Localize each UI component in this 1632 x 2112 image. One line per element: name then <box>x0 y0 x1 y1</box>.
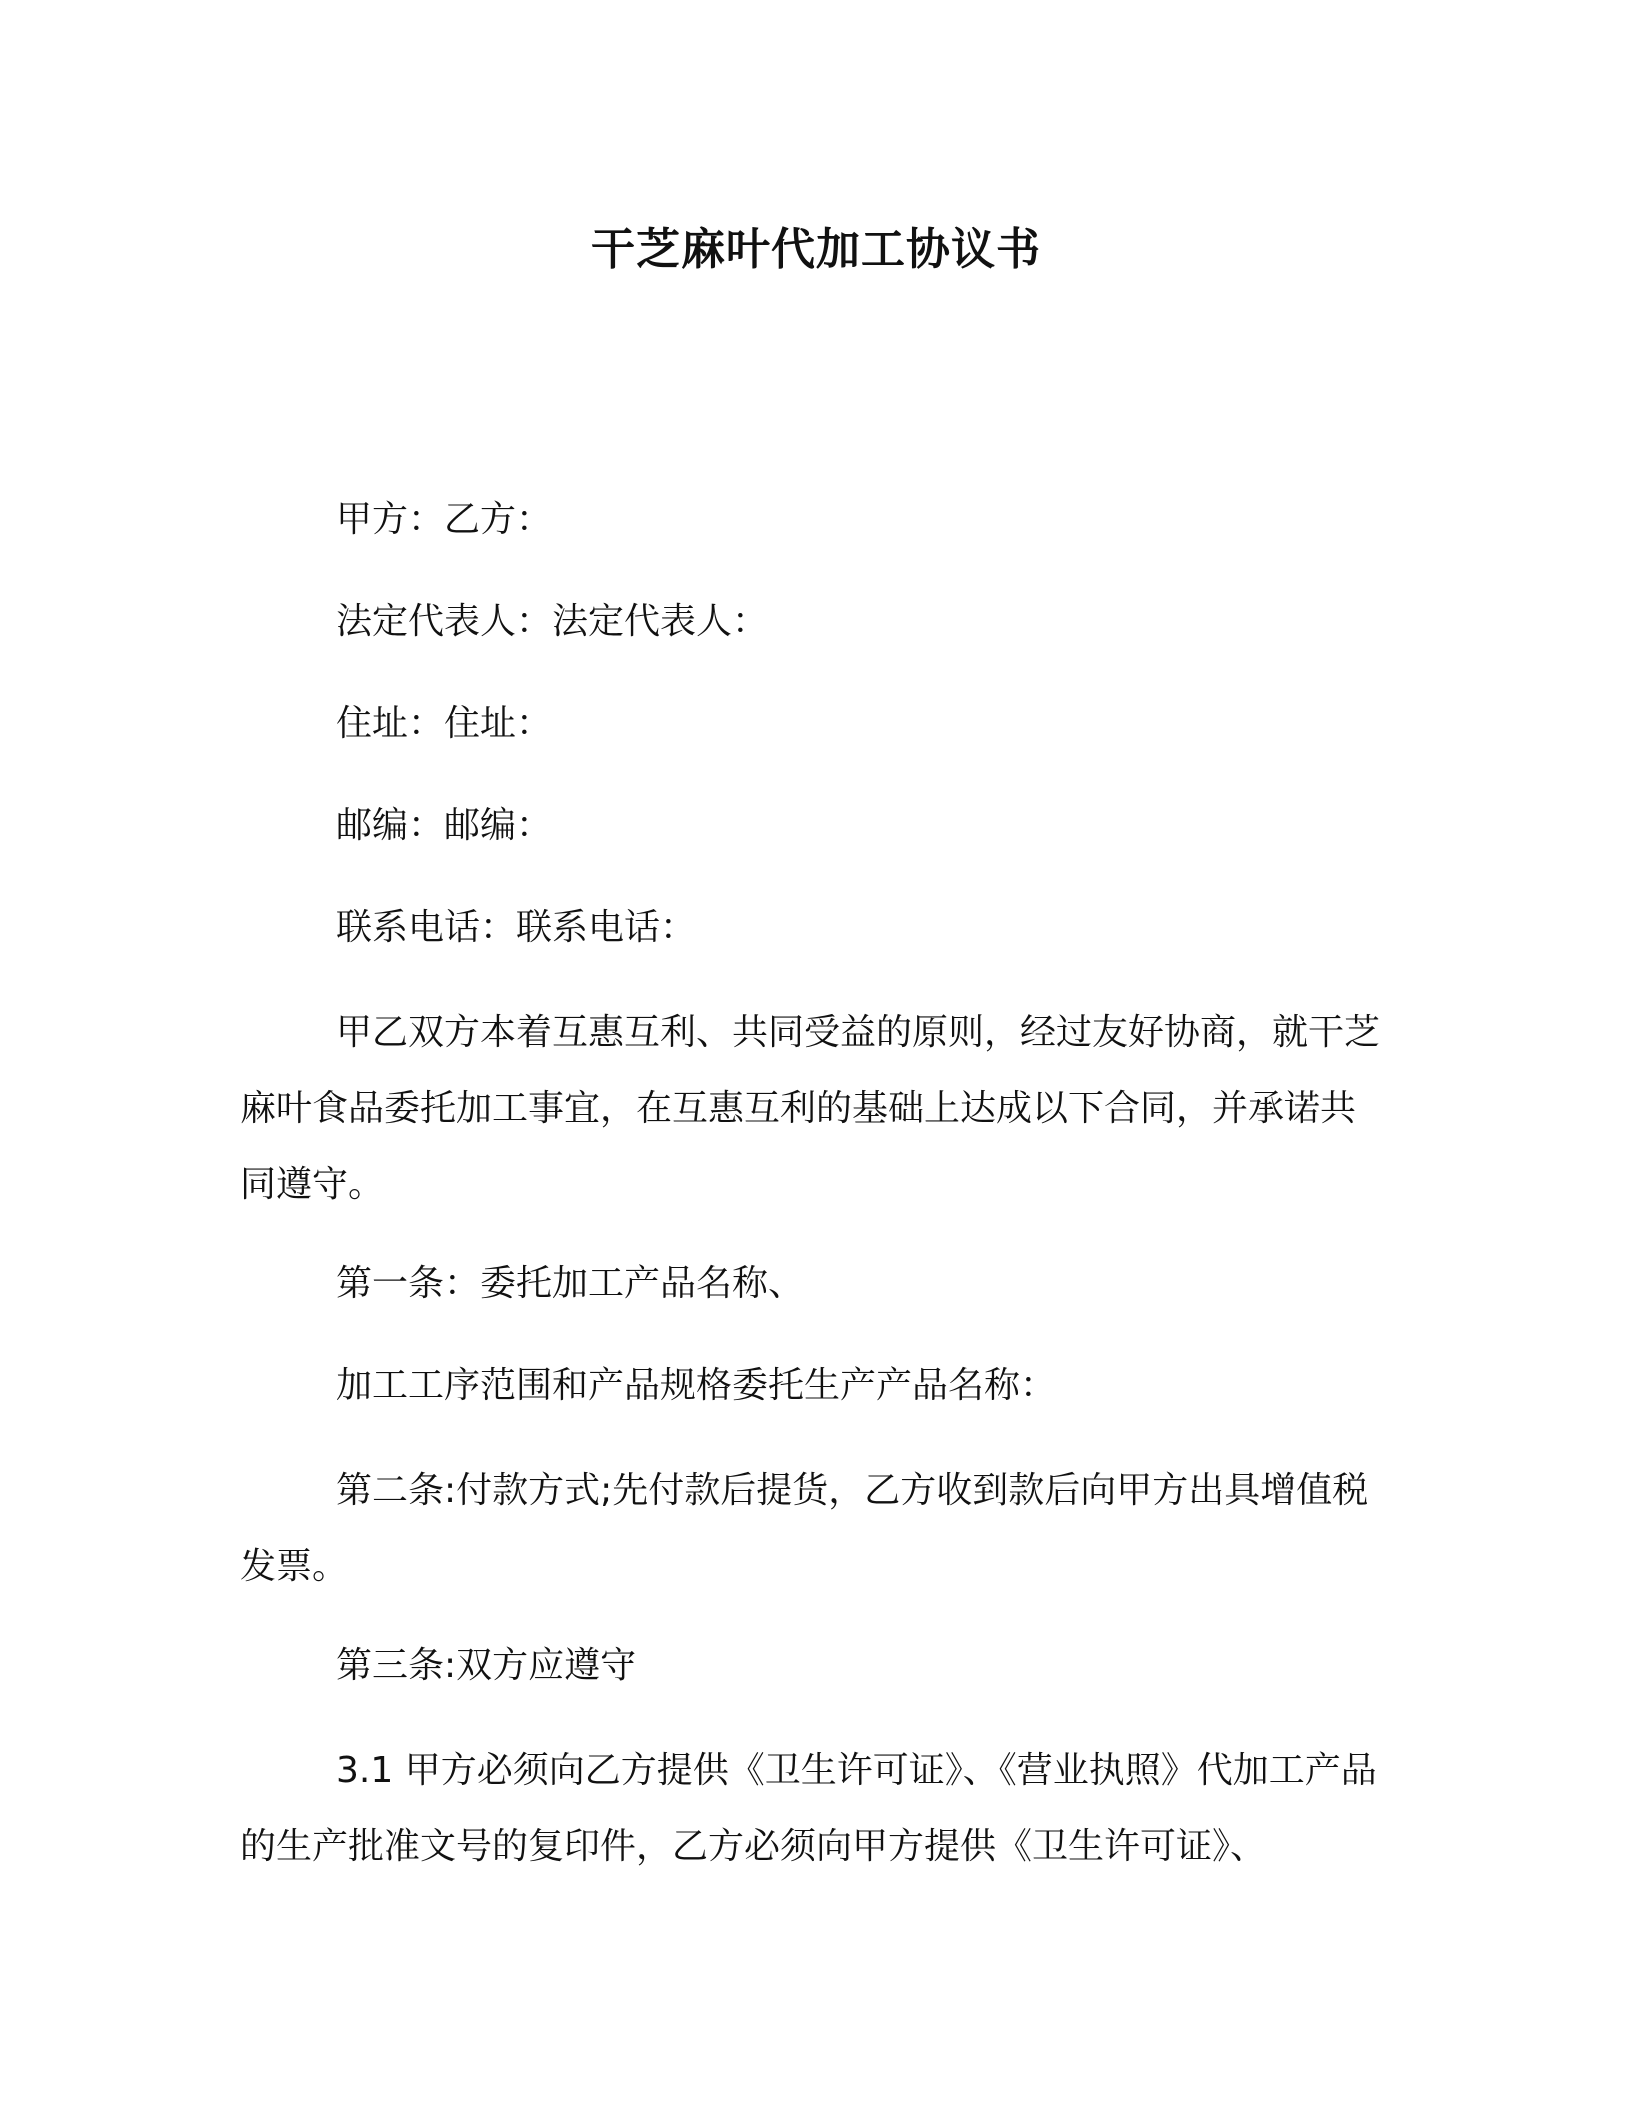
document-title: 干芝麻叶代加工协议书 <box>591 224 1041 275</box>
article-1-line-2: 加工工序范围和产品规格委托生产产品名称： <box>336 1365 1057 1406</box>
party-line-legal-rep: 法定代表人：法定代表人： <box>336 601 769 642</box>
article-2-paragraph: 第二条:付款方式;先付款后提货，乙方收到款后向甲方出具增值税发票。 <box>240 1470 1369 1587</box>
article-3-heading: 第三条:双方应遵守 <box>336 1645 637 1686</box>
party-line-names: 甲方：乙方： <box>336 499 553 540</box>
party-line-address: 住址：住址： <box>336 703 553 744</box>
clause-3-1-paragraph: 3.1 甲方必须向乙方提供《卫生许可证》、《营业执照》代加工产品的生产批准文号的复印件，乙方必须向甲方提供《卫生许可证》、 <box>240 1750 1377 1867</box>
intro-paragraph: 甲乙双方本着互惠互利、共同受益的原则，经过友好协商，就干芝麻叶食品委托加工事宜，在互惠互利的基础上达成以下合同，并承诺共同遵守。 <box>240 1012 1381 1205</box>
party-line-phone: 联系电话：联系电话： <box>336 907 697 948</box>
article-1-line-1: 第一条：委托加工产品名称、 <box>336 1263 805 1304</box>
party-line-postcode: 邮编：邮编： <box>336 805 553 846</box>
